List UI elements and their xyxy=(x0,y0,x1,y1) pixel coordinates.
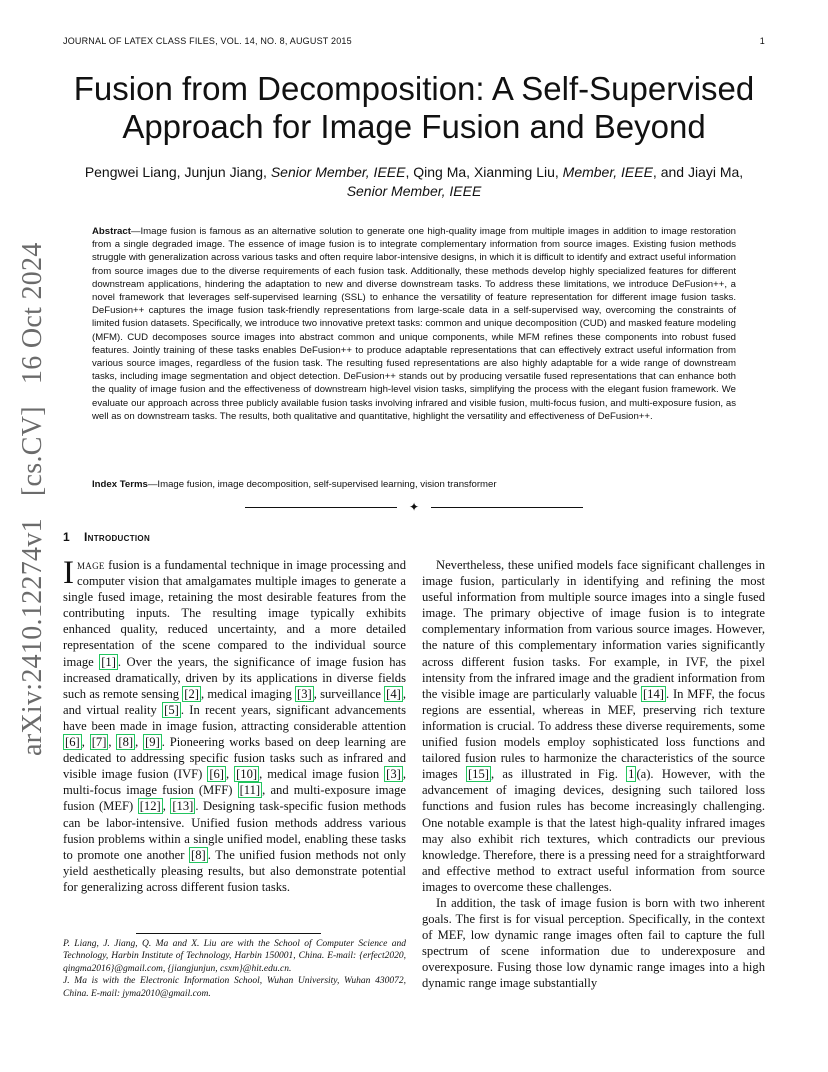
running-header xyxy=(63,36,765,46)
divider-diamond-icon: ✦ xyxy=(408,500,420,514)
text-run: . Designing task-specific fusion methods can be labor-intensive. Unified fusion methods address various fusion problems within a single unified model, enabling these tasks to promote one another xyxy=(63,799,406,862)
figure-link[interactable]: 1 xyxy=(628,767,635,782)
title-line-2: Approach for Image Fusion and Beyond xyxy=(122,108,706,145)
journal-header: JOURNAL OF LATEX CLASS FILES, VOL. 14, NO. 8, AUGUST 2015 xyxy=(63,36,352,46)
text-run: . Over the years, the significance of image fusion has increased dramatically, driven by its applications in diverse fields such as remote sensing xyxy=(63,654,407,701)
citation-link[interactable]: [12] xyxy=(139,799,161,814)
index-terms-text: —Image fusion, image decomposition, self-supervised learning, vision transformer xyxy=(147,479,497,490)
authors-part-1: Pengwei Liang, Junjun Jiang, xyxy=(84,164,271,180)
text-run: , xyxy=(135,735,144,750)
authors-part-3: , and Jiayi Ma, xyxy=(652,164,744,180)
author-role-1: Senior Member, IEEE xyxy=(270,164,406,180)
citation-link[interactable]: [6] xyxy=(65,735,80,750)
citation-link[interactable]: [14] xyxy=(642,686,664,701)
abstract-text: —Image fusion is famous as an alternative solution to generate one high-quality image from multiple images in addition to image restoration from a single degraded image. The essence of image fusion is to integrate complementary information from source images. Existing fusion methods struggle with generalization across various tasks and often require labor-intensive designs, in which it is difficult to identify and extract useful information from source images due to the diverse requirements of each fusion task. Additionally, these methods develop highly specialized features for different downstream applications, hindering the adaptation to new and diverse downstream tasks. To address these limitations, we introduce DeFusion++, a novel framework that leverages self-supervised learning (SSL) to enhance the versatility of feature representation for different image fusion tasks. DeFusion++ captures the image fusion task-friendly representations from large-scale data in a self-supervised way, overcoming the constraints of limited fusion datasets. Specifically, we introduce two innovative pretext tasks: common and unique decomposition (CUD) and masked feature modeling (MFM). CUD decomposes source images into abstract common and unique components, while MFM refines these components into robust fused features. Jointly training of these tasks enables DeFusion++ to produce adaptable representations that can effectively extract useful information from various source images, regardless of the fusion task. The resulting fused representations are also highly adaptable for a wide range of downstream tasks, including image segmentation and object detection. DeFusion++ stands out by producing versatile fused representations that can enhance both the quality of image fusion and the effectiveness of downstream high-level vision tasks, simplifying the process with the elegant fusion framework. We evaluate our approach across three publicly available fusion tasks involving infrared and visible fusion, multi-focus fusion, and multi-exposure fusion, as well as on downstream tasks. The results, both qualitative and quantitative, highlight the versatility and effectiveness of DeFusion++. xyxy=(92,226,736,422)
authors-part-2: , Qing Ma, Xianming Liu, xyxy=(405,164,563,180)
lead-smallcaps: mage xyxy=(77,558,105,572)
citation-link[interactable]: [9] xyxy=(145,735,160,750)
footnote-affiliation-2: J. Ma is with the Electronic Information School, Wuhan University, Wuhan 430072, China. E-mail: jyma2010@gmail.com. xyxy=(63,976,406,999)
section-heading xyxy=(63,530,150,544)
author-role-2: Member, IEEE xyxy=(562,164,653,180)
text-run: Nevertheless, these unified models face significant challenges in image fusion, particularly in identifying and refining the most useful information from multiple source images into a single fused image. The primary objective of image fusion is to integrate complementary information from various source images. However, the nature of this complementary information varies significantly across different fusion tasks. For example, in IVF, the pixel intensity from the infrared image and the gradient information from the visible image are particularly valuable xyxy=(422,558,765,701)
footnote-rule xyxy=(136,933,321,934)
citation-link[interactable]: [7] xyxy=(91,735,107,750)
author-role-3: Senior Member, IEEE xyxy=(346,183,482,199)
abstract-label: Abstract xyxy=(92,226,131,237)
right-column xyxy=(422,557,765,992)
section-title: Introduction xyxy=(83,530,151,544)
text-run: . The unified fusion methods not only yield aesthetically pleasing results, but also demonstrate potential for generalizing across different fusion tasks. xyxy=(63,847,406,894)
page-number: 1 xyxy=(759,36,765,46)
paper-title xyxy=(40,70,788,146)
intro-paragraph-2 xyxy=(422,557,765,895)
citation-link[interactable]: [4] xyxy=(386,686,401,701)
divider-line-left xyxy=(245,507,397,508)
text-run: , and virtual reality xyxy=(63,686,407,717)
text-run: , and multi-exposure image fusion (MEF) xyxy=(63,783,406,814)
text-run: fusion is a fundamental technique in image processing and computer vision that amalgamates multiple images to generate a single fused image, retaining the most desirable features from the contributing inputs. The resulting image typically exhibits enhanced quality, reduced uncertainty, and a more detailed representation of the scene compared to the individual source image xyxy=(63,558,406,669)
arxiv-category: [cs.CV] xyxy=(17,406,48,497)
citation-link[interactable]: [10] xyxy=(236,767,258,782)
text-run: , xyxy=(108,735,117,750)
text-run: , xyxy=(226,767,235,782)
index-terms-label: Index Terms xyxy=(92,479,148,490)
title-line-1: Fusion from Decomposition: A Self-Supervised xyxy=(73,70,755,107)
text-run: (a). However, with the advancement of imaging devices, designing such tailored loss functions and fusion rules has become increasingly challenging. One notable example is that the latest high-quality infrared images may also exhibit rich textures, which contradicts our previous knowledge. Therefore, there is a pressing need for a straightforward and effective method to extract useful information from source images to overcome these challenges. xyxy=(422,767,765,894)
text-run: , surveillance xyxy=(313,686,385,701)
text-run: , multi-focus image fusion (MFF) xyxy=(63,767,406,798)
citation-link[interactable]: [2] xyxy=(184,686,199,701)
citation-link[interactable]: [3] xyxy=(297,686,312,701)
index-terms xyxy=(92,478,736,491)
citation-link[interactable]: [5] xyxy=(164,702,179,717)
arxiv-id: arXiv:2410.12274v1 xyxy=(17,518,48,756)
footnotes xyxy=(63,938,406,1000)
citation-link[interactable]: [1] xyxy=(101,654,116,669)
citation-link[interactable]: [15] xyxy=(467,767,489,782)
citation-link[interactable]: [3] xyxy=(386,767,401,782)
text-run: . In MFF, the focus regions are essential, whereas in MEF, preserving rich texture information is crucial. To address these diverse requirements, some unified fusion models employ sophisticated loss functions and tailored fusion rules to harmonize the characteristics of the source images xyxy=(422,686,766,782)
citation-link[interactable]: [11] xyxy=(239,783,261,798)
abstract xyxy=(92,225,736,423)
divider-line-right xyxy=(431,507,583,508)
text-run: , xyxy=(81,735,90,750)
citation-link[interactable]: [8] xyxy=(118,735,134,750)
text-run: . In recent years, significant advancements have been made in image fusion, attracting considerable attention xyxy=(63,702,406,733)
drop-cap: I xyxy=(63,555,74,591)
text-run: , medical image fusion xyxy=(259,767,385,782)
left-column xyxy=(63,557,406,895)
citation-link[interactable]: [13] xyxy=(172,799,194,814)
citation-link[interactable]: [6] xyxy=(209,767,224,782)
arxiv-stamp xyxy=(17,242,49,756)
intro-paragraph-3: In addition, the task of image fusion is born with two inherent goals. The first is for visual perception. Specifically, in the context of MEF, low dynamic range images often fail to capture the full spectrum of scene information due to underexposure and overexposure. Fusing those low dynamic range images into a high dynamic range image substantially xyxy=(422,895,765,991)
section-divider xyxy=(245,500,583,514)
author-list xyxy=(70,163,758,201)
text-run: , as illustrated in Fig. xyxy=(490,767,627,782)
citation-link[interactable]: [8] xyxy=(191,847,206,862)
section-number: 1 xyxy=(63,530,70,544)
intro-paragraph-1 xyxy=(63,557,406,895)
text-run: , medical imaging xyxy=(200,686,295,701)
footnote-affiliation-1: P. Liang, J. Jiang, Q. Ma and X. Liu are with the School of Computer Science and Technology, Harbin Institute of Technology, Harbin 150001, China. E-mail: {erfect2020, qingma2016}@gmail.com, {jiangjunjun, csxm}@hit.edu.cn. xyxy=(63,939,406,974)
arxiv-date: 16 Oct 2024 xyxy=(17,242,48,385)
text-run: , xyxy=(162,799,171,814)
text-run: . Pioneering works based on deep learning are dedicated to addressing specific fusion tasks such as infrared and visible image fusion (IVF) xyxy=(63,735,407,782)
